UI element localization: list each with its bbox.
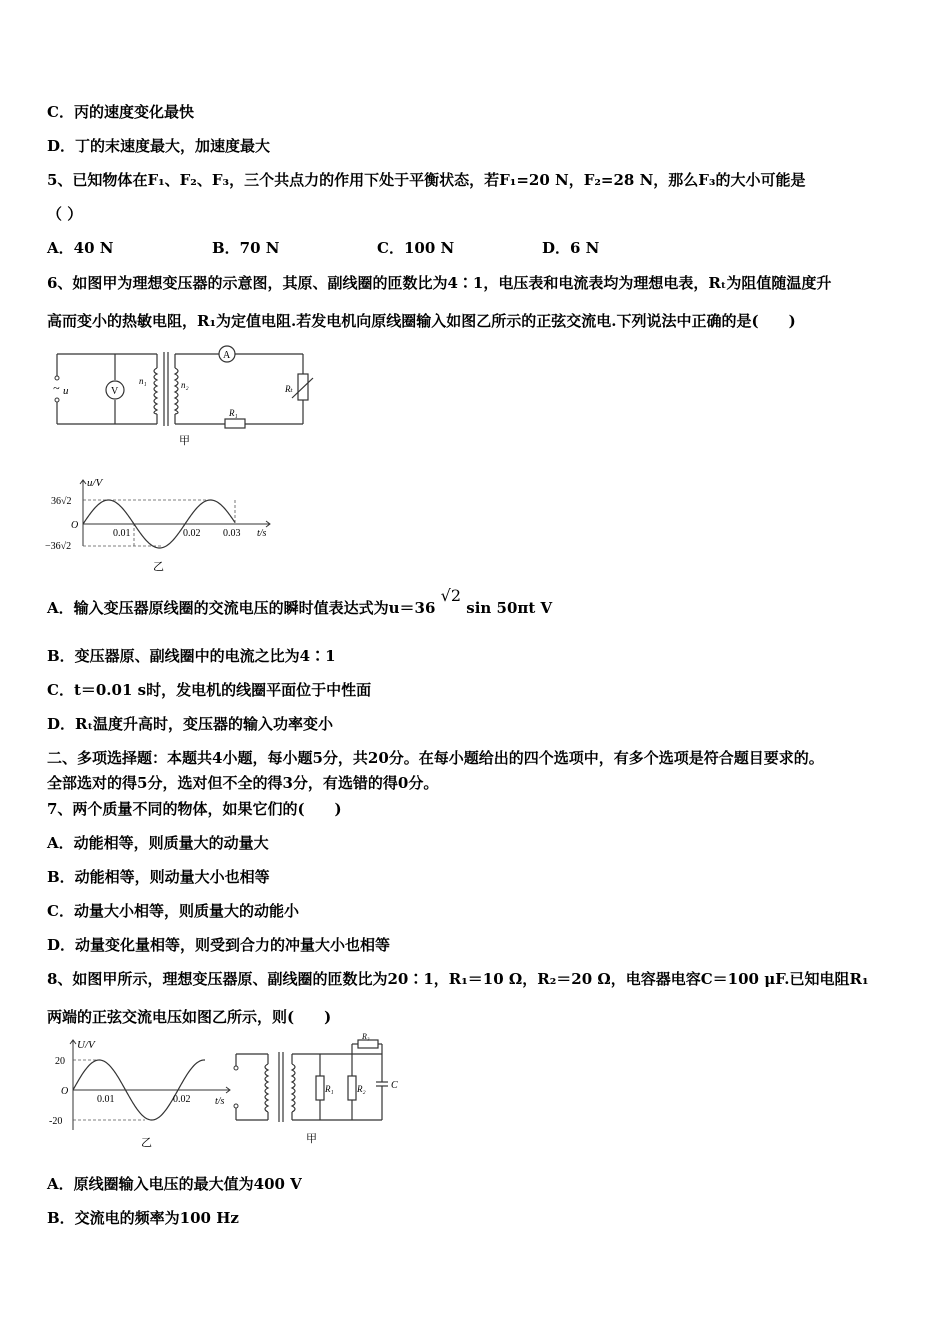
q6-rt-label: Rₜ bbox=[285, 384, 293, 394]
q8-xtick-1: 0.01 bbox=[97, 1094, 115, 1105]
q7-stem: 7、两个质量不同的物体，如果它们的( ) bbox=[47, 800, 342, 818]
q6-option-a-sqrt: √2 bbox=[440, 586, 462, 605]
q8-r1-label: R₁ bbox=[325, 1084, 334, 1094]
q7-option-c: C．动量大小相等，则质量大的动能小 bbox=[47, 902, 299, 920]
q5-option-a: A．40 N bbox=[47, 239, 114, 257]
q6-stem-line2: 高而变小的热敏电阻，R₁为定值电阻.若发电机向原线圈输入如图乙所示的正弦交流电.下列说法中正确的是( ) bbox=[47, 312, 796, 330]
q8-stem-line1: 8、如图甲所示，理想变压器原、副线圈的匝数比为20∶1，R₁＝10 Ω，R₂＝20 Ω，电容器电容C＝100 μF.已知电阻R₁ bbox=[47, 970, 869, 988]
q8-xtick-2: 0.02 bbox=[173, 1094, 191, 1105]
q8-fig-jia-caption: 甲 bbox=[306, 1133, 317, 1145]
q6-option-a-prefix: A．输入变压器原线圈的交流电压的瞬时值表达式为u＝36 bbox=[47, 599, 436, 617]
q6-r1-label: R₁ bbox=[229, 408, 238, 418]
q7-option-b: B．动能相等，则动量大小也相等 bbox=[47, 868, 270, 886]
section2-line2: 全部选对的得5分，选对但不全的得3分，有选错的得0分。 bbox=[47, 774, 439, 792]
q6-xtick-2: 0.02 bbox=[183, 528, 201, 539]
q4-option-d: D．丁的末速度最大，加速度最大 bbox=[47, 137, 271, 155]
q7-option-a: A．动能相等，则质量大的动量大 bbox=[47, 834, 269, 852]
q6-ymax-label: 36√2 bbox=[51, 496, 72, 507]
q8-voltage-graph bbox=[45, 1036, 235, 1148]
q5-option-b: B．70 N bbox=[212, 239, 280, 257]
q5-stem-line1: 5、已知物体在F₁、F₂、F₃，三个共点力的作用下处于平衡状态，若F₁=20 N，F₂=28 N，那么F₃的大小可能是 bbox=[47, 171, 806, 189]
q6-voltage-graph bbox=[45, 474, 285, 574]
q6-option-c: C．t＝0.01 s时，发电机的线圈平面位于中性面 bbox=[47, 681, 372, 699]
q6-fig-yi-caption: 乙 bbox=[153, 561, 164, 573]
q8-r3-label: R₃ bbox=[362, 1032, 370, 1041]
q8-option-b: B．交流电的频率为100 Hz bbox=[47, 1209, 239, 1227]
q6-option-a bbox=[47, 586, 553, 618]
q8-y-axis-label: U/V bbox=[77, 1039, 95, 1051]
q4-option-c: C．丙的速度变化最快 bbox=[47, 103, 194, 121]
q8-r2-label: R₂ bbox=[357, 1084, 366, 1094]
section2-line1: 二、多项选择题：本题共4小题，每小题5分，共20分。在每小题给出的四个选项中，有多个选项是符合题目要求的。 bbox=[47, 749, 824, 767]
q5-options bbox=[47, 238, 647, 258]
q8-circuit-diagram bbox=[230, 1032, 410, 1148]
q6-voltmeter-label: V bbox=[111, 386, 119, 397]
q6-origin-label: O bbox=[71, 520, 79, 531]
q6-ymin-label: −36√2 bbox=[45, 541, 72, 552]
q6-tilde-label: ~ bbox=[53, 381, 60, 395]
q6-option-a-suffix: sin 50πt V bbox=[466, 599, 553, 617]
q6-u-label: u bbox=[63, 385, 69, 397]
q8-stem-line2: 两端的正弦交流电压如图乙所示，则( ) bbox=[47, 1008, 332, 1026]
q8-origin-label: O bbox=[61, 1086, 69, 1097]
q6-n1-label: n₁ bbox=[139, 376, 147, 386]
q6-y-axis-label: u/V bbox=[87, 477, 103, 489]
q6-stem-line1: 6、如图甲为理想变压器的示意图，其原、副线圈的匝数比为4∶1，电压表和电流表均为理想电表，Rₜ为阻值随温度升 bbox=[47, 274, 832, 292]
q8-c-label: C bbox=[391, 1080, 398, 1091]
q5-stem-line2: （ ） bbox=[47, 205, 83, 223]
q6-n2-label: n₂ bbox=[181, 380, 189, 390]
q6-ammeter-label: A bbox=[223, 350, 231, 361]
q8-ymin-label: -20 bbox=[49, 1116, 63, 1127]
q8-fig-yi-caption: 乙 bbox=[141, 1137, 152, 1149]
q6-xtick-1: 0.01 bbox=[113, 528, 131, 539]
q5-option-d: D．6 N bbox=[542, 239, 600, 257]
q6-x-axis-label: t/s bbox=[257, 528, 267, 539]
q8-ymax-label: 20 bbox=[55, 1056, 65, 1067]
q7-option-d: D．动量变化量相等，则受到合力的冲量大小也相等 bbox=[47, 936, 391, 954]
q6-xtick-3: 0.03 bbox=[223, 528, 241, 539]
q5-option-c: C．100 N bbox=[377, 239, 455, 257]
q6-fig-jia-caption: 甲 bbox=[179, 435, 190, 447]
q8-x-axis-label: t/s bbox=[215, 1096, 225, 1107]
q6-option-d: D．Rₜ温度升高时，变压器的输入功率变小 bbox=[47, 715, 334, 733]
q6-circuit-diagram bbox=[45, 338, 315, 450]
q8-option-a: A．原线圈输入电压的最大值为400 V bbox=[47, 1175, 302, 1193]
q6-option-b: B．变压器原、副线圈中的电流之比为4∶1 bbox=[47, 647, 336, 665]
